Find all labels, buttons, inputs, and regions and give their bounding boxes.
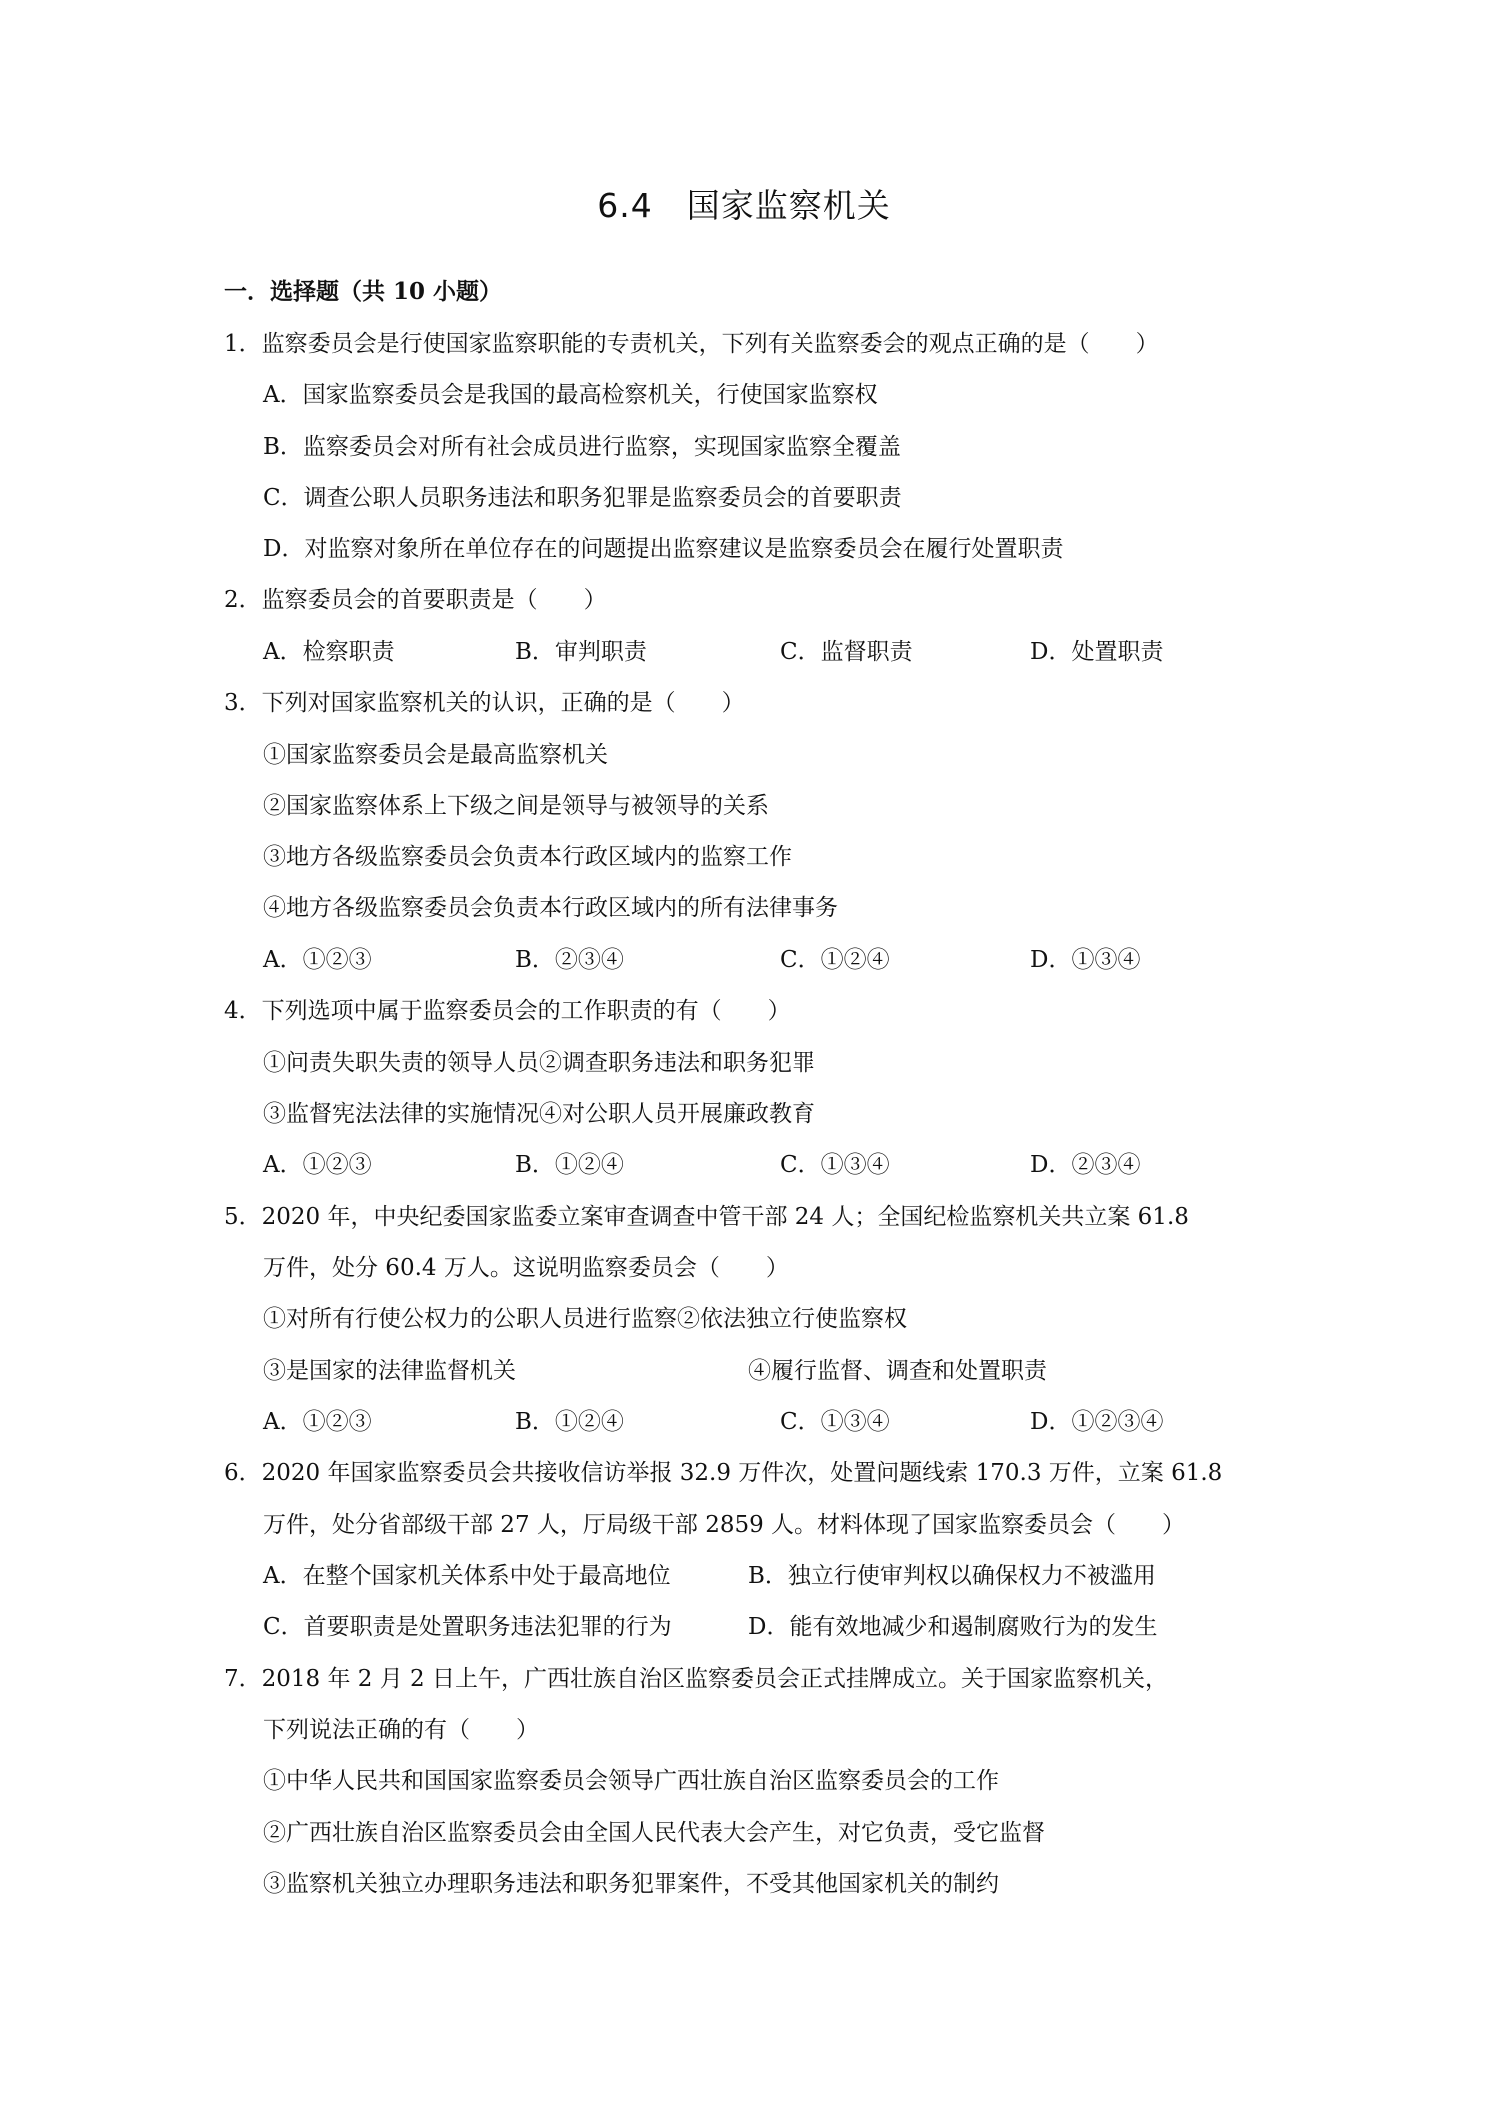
- question-1-option-c: C．调查公职人员职务违法和职务犯罪是监察委员会的首要职责: [263, 485, 902, 511]
- section-heading: 一．选择题（共 10 小题）: [224, 278, 503, 305]
- page-title: 6.4 国家监察机关: [597, 186, 891, 225]
- question-6-stem: 6．2020 年国家监察委员会共接收信访举报 32.9 万件次，处置问题线索 170.3 万件，立案 61.8: [224, 1460, 1223, 1486]
- question-6-option-d: D．能有效地减少和遏制腐败行为的发生: [748, 1614, 1158, 1640]
- question-5-statement-3: ③是国家的法律监督机关: [263, 1358, 516, 1384]
- question-2-option-c: C．监督职责: [780, 639, 913, 665]
- question-3-stem: 3．下列对国家监察机关的认识，正确的是（ ）: [224, 690, 745, 716]
- question-2-option-b: B．审判职责: [515, 639, 647, 665]
- question-3-option-b: B．②③④: [515, 947, 624, 973]
- question-3-option-a: A．①②③: [263, 947, 372, 973]
- question-5-stem-continued: 万件，处分 60.4 万人。这说明监察委员会（ ）: [263, 1255, 789, 1281]
- question-4-statement-1: ①问责失职失责的领导人员②调查职务违法和职务犯罪: [263, 1050, 815, 1076]
- question-3-statement-1: ①国家监察委员会是最高监察机关: [263, 742, 608, 768]
- question-5-statement-1-2: ①对所有行使公权力的公职人员进行监察②依法独立行使监察权: [263, 1306, 907, 1332]
- question-7-statement-3: ③监察机关独立办理职务违法和职务犯罪案件，不受其他国家机关的制约: [263, 1871, 999, 1897]
- question-4-option-a: A．①②③: [263, 1152, 372, 1178]
- question-6-option-b: B．独立行使审判权以确保权力不被滥用: [748, 1563, 1156, 1589]
- question-1-option-d: D．对监察对象所在单位存在的问题提出监察建议是监察委员会在履行处置职责: [263, 536, 1064, 562]
- question-5-option-b: B．①②④: [515, 1409, 624, 1435]
- question-7-stem: 7．2018 年 2 月 2 日上午，广西壮族自治区监察委员会正式挂牌成立。关于国家监察机关，: [224, 1666, 1168, 1692]
- question-4-option-d: D．②③④: [1030, 1152, 1141, 1178]
- question-1-option-b: B．监察委员会对所有社会成员进行监察，实现国家监察全覆盖: [263, 434, 901, 460]
- question-2-stem: 2．监察委员会的首要职责是（ ）: [224, 587, 607, 613]
- question-6-option-a: A．在整个国家机关体系中处于最高地位: [263, 1563, 671, 1589]
- question-2-option-a: A．检察职责: [263, 639, 395, 665]
- question-5-option-a: A．①②③: [263, 1409, 372, 1435]
- question-7-stem-continued: 下列说法正确的有（ ）: [263, 1717, 539, 1743]
- question-3-statement-3: ③地方各级监察委员会负责本行政区域内的监察工作: [263, 844, 792, 870]
- question-4-stem: 4．下列选项中属于监察委员会的工作职责的有（ ）: [224, 998, 791, 1024]
- question-6-option-c: C．首要职责是处置职务违法犯罪的行为: [263, 1614, 672, 1640]
- question-1-option-a: A．国家监察委员会是我国的最高检察机关，行使国家监察权: [263, 382, 878, 408]
- question-4-option-b: B．①②④: [515, 1152, 624, 1178]
- question-3-option-d: D．①③④: [1030, 947, 1141, 973]
- question-5-stem: 5．2020 年，中央纪委国家监委立案审查调查中管干部 24 人；全国纪检监察机关共立案 61.8: [224, 1204, 1189, 1230]
- question-7-statement-2: ②广西壮族自治区监察委员会由全国人民代表大会产生，对它负责，受它监督: [263, 1820, 1045, 1846]
- question-5-option-c: C．①③④: [780, 1409, 890, 1435]
- question-2-option-d: D．处置职责: [1030, 639, 1164, 665]
- question-3-statement-2: ②国家监察体系上下级之间是领导与被领导的关系: [263, 793, 769, 819]
- question-4-option-c: C．①③④: [780, 1152, 890, 1178]
- question-4-statement-2: ③监督宪法法律的实施情况④对公职人员开展廉政教育: [263, 1101, 815, 1127]
- question-5-statement-4: ④履行监督、调查和处置职责: [748, 1358, 1047, 1384]
- question-7-statement-1: ①中华人民共和国国家监察委员会领导广西壮族自治区监察委员会的工作: [263, 1768, 999, 1794]
- question-3-statement-4: ④地方各级监察委员会负责本行政区域内的所有法律事务: [263, 895, 838, 921]
- question-5-option-d: D．①②③④: [1030, 1409, 1164, 1435]
- question-3-option-c: C．①②④: [780, 947, 890, 973]
- question-1-stem: 1．监察委员会是行使国家监察职能的专责机关，下列有关监察委会的观点正确的是（ ）: [224, 331, 1159, 357]
- question-6-stem-continued: 万件，处分省部级干部 27 人，厅局级干部 2859 人。材料体现了国家监察委员会（ ）: [263, 1512, 1186, 1538]
